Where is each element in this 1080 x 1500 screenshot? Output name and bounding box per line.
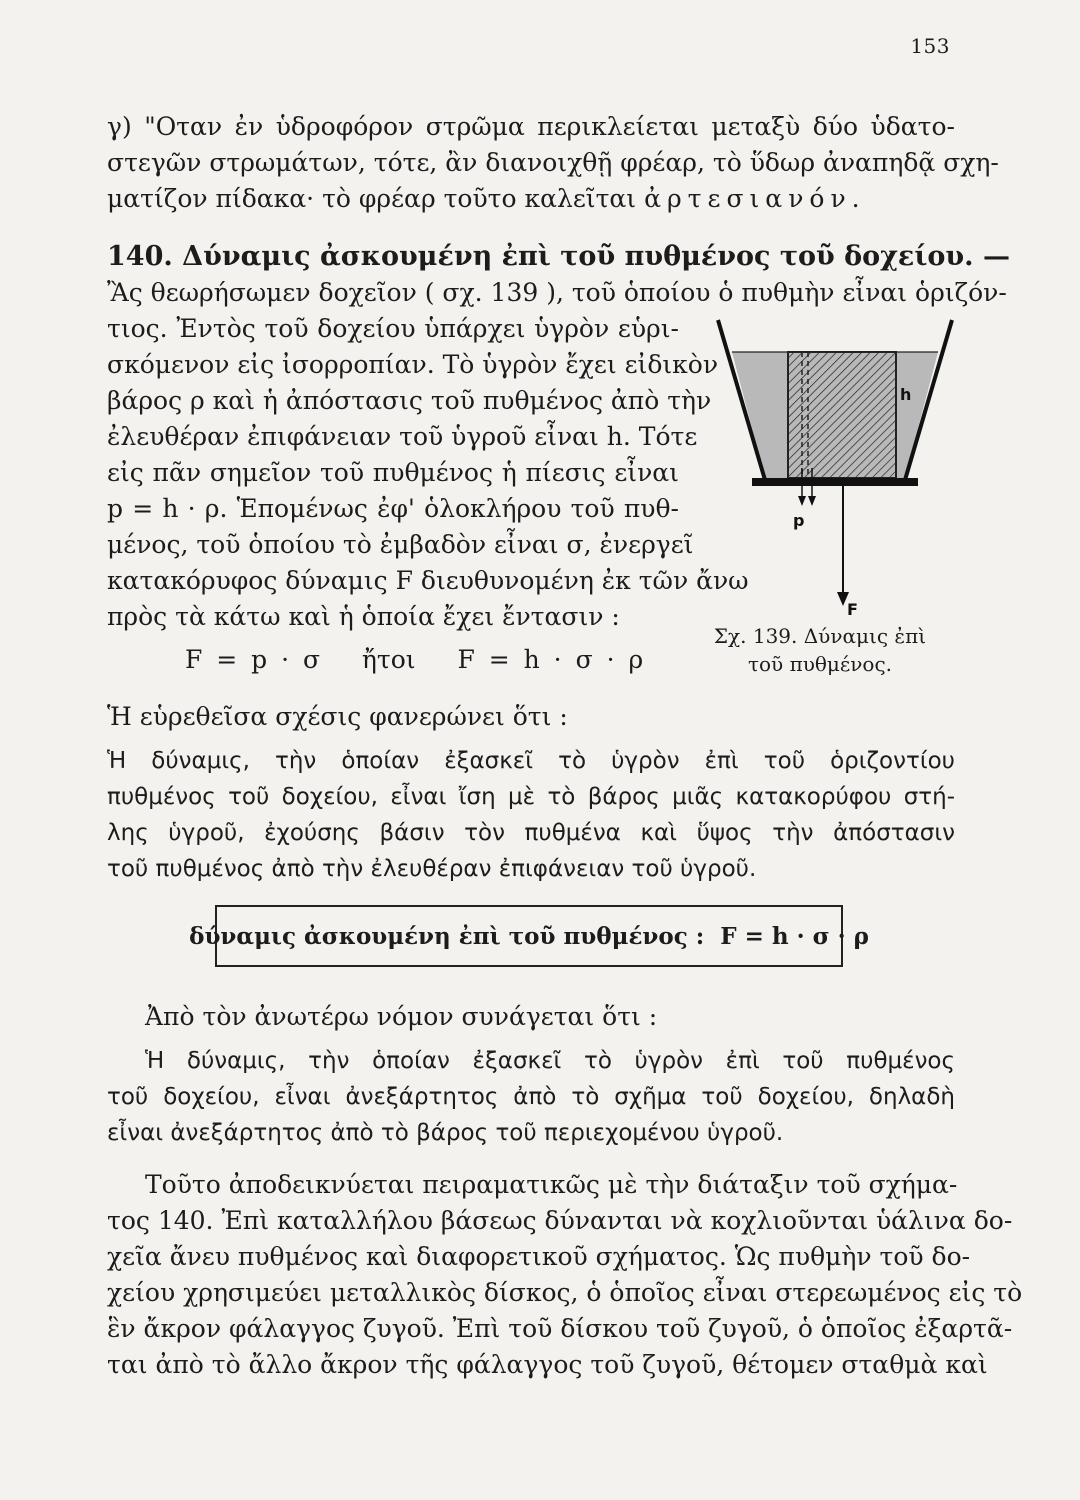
text-line: Ἂς θεωρήσωμεν δοχεῖον ( σχ. 139 ), τοῦ ὁποίου ὁ πυθμὴν εἶναι ὁριζόν- [107, 278, 1007, 307]
text-line: χείου χρησιμεύει μεταλλικὸς δίσκος, ὁ ὁποῖος εἶναι στερεωμένος εἰς τὸ [107, 1278, 1023, 1307]
text-line: πρὸς τὰ κάτω καὶ ἡ ὁποία ἔχει ἔντασιν : [107, 602, 620, 631]
figure-caption: Σχ. 139. Δύναμις ἐπὶ [713, 624, 927, 648]
page-number: 153 [910, 34, 950, 58]
text-line: τος 140. Ἐπὶ καταλλήλου βάσεως δύνανται νὰ κοχλιοῦνται ὑάλινα δο- [107, 1206, 1013, 1235]
text-line [107, 182, 866, 216]
text-line: εἶναι ἀνεξάρτητος ἀπὸ τὸ βάρος τοῦ περιεχομένου ὑγροῦ. [107, 1120, 784, 1146]
pressure-arrowhead [808, 496, 816, 506]
text-line: στεγῶν στρωμάτων, τότε, ἂν διανοιχθῇ φρέαρ, τὸ ὕδωρ ἀναπηδᾷ σχη- [107, 148, 999, 177]
text-line: τοῦ πυθμένος ἀπὸ τὴν ἐλευθέραν ἐπιφάνειαν τοῦ ὑγροῦ. [107, 856, 757, 882]
liquid-column [788, 352, 896, 478]
text-line: ται ἀπὸ τὸ ἄλλο ἄκρον τῆς φάλαγγος τοῦ ζυγοῦ, θέτομεν σταθμὰ καὶ [107, 1350, 988, 1379]
pressure-arrowhead [798, 496, 806, 506]
text-line: τοῦ δοχείου, εἶναι ἀνεξάρτητος ἀπὸ τὸ σχῆμα τοῦ δοχείου, δηλαδὴ [107, 1084, 955, 1110]
boxed-law-text: δύναμις ἀσκουμένη ἐπὶ τοῦ πυθμένος : F = h · σ · ρ [189, 922, 869, 950]
vessel-bottom [752, 478, 918, 486]
text-line: μένος, τοῦ ὁποίου τὸ ἐμβαδὸν εἶναι σ, ἐνεργεῖ [107, 530, 694, 559]
text-line: ἐλευθέραν ἐπιφάνειαν τοῦ ὑγροῦ εἶναι h. Τότε [107, 422, 698, 451]
text-line: Ἡ εὑρεθεῖσα σχέσις φανερώνει ὅτι : [107, 702, 568, 731]
text-line: πυθμένος τοῦ δοχείου, εἶναι ἴση μὲ τὸ βάρος μιᾶς κατακορύφου στή- [107, 784, 955, 810]
figure-caption: τοῦ πυθμένος. [747, 652, 893, 676]
text-line: βάρος ρ καὶ ἡ ἀπόστασις τοῦ πυθμένος ἀπὸ τὴν [107, 386, 712, 415]
section-heading: 140. Δύναμις ἀσκουμένη ἐπὶ τοῦ πυθμένος τοῦ δοχείου. — [107, 241, 1010, 272]
label-F: F [847, 600, 858, 619]
figure-139-vessel [710, 300, 960, 630]
text-line: γ) "Οταν ἐν ὑδροφόρον στρῶμα περικλείεται μεταξὺ δύο ὑδατο- [107, 112, 955, 141]
boxed-law [189, 905, 869, 967]
text-line: Ἀπὸ τὸν ἀνωτέρω νόμον συνάγεται ὅτι : [145, 1002, 658, 1031]
text-line: χεῖα ἄνευ πυθμένος καὶ διαφορετικοῦ σχήματος. Ὡς πυθμὴν τοῦ δο- [107, 1242, 971, 1271]
label-p: p [793, 511, 805, 530]
text-line: Ἡ δύναμις, τὴν ὁποίαν ἐξασκεῖ τὸ ὑγρὸν ἐπὶ τοῦ πυθμένος [145, 1048, 955, 1074]
text-fragment: ματίζον πίδακα· τὸ φρέαρ τοῦτο καλεῖται [107, 184, 637, 213]
text-line: λης ὑγροῦ, ἐχούσης βάσιν τὸν πυθμένα καὶ ὕψος τὴν ἀπόστασιν [107, 820, 955, 846]
text-line: τιος. Ἐντὸς τοῦ δοχείου ὑπάρχει ὑγρὸν εὑρι- [107, 314, 679, 343]
text-line: Τοῦτο ἀποδεικνύεται πειραματικῶς μὲ τὴν διάταξιν τοῦ σχήμα- [145, 1170, 958, 1199]
text-line: ἓν ἄκρον φάλαγγος ζυγοῦ. Ἐπὶ τοῦ δίσκου τοῦ ζυγοῦ, ὁ ὁποῖος ἐξαρτᾶ- [107, 1314, 1013, 1343]
term-artesian: ἀρτεσιανόν. [644, 184, 866, 213]
label-h: h [900, 385, 912, 404]
text-line: κατακόρυφος δύναμις F διευθυνομένη ἐκ τῶν ἄνω [107, 566, 749, 595]
formula-force: F = p · σ ἤτοι F = h · σ · ρ [185, 645, 644, 674]
text-line: Ἡ δύναμις, τὴν ὁποίαν ἐξασκεῖ τὸ ὑγρὸν ἐπὶ τοῦ ὁριζοντίου [107, 748, 955, 774]
text-line: p = h · ρ. Ἑπομένως ἐφ' ὁλοκλήρου τοῦ πυθ- [107, 494, 679, 523]
text-line: σκόμενον εἰς ἰσορροπίαν. Τὸ ὑγρὸν ἔχει εἰδικὸν [107, 350, 719, 379]
text-line: εἰς πᾶν σημεῖον τοῦ πυθμένος ἡ πίεσις εἶναι [107, 458, 679, 487]
